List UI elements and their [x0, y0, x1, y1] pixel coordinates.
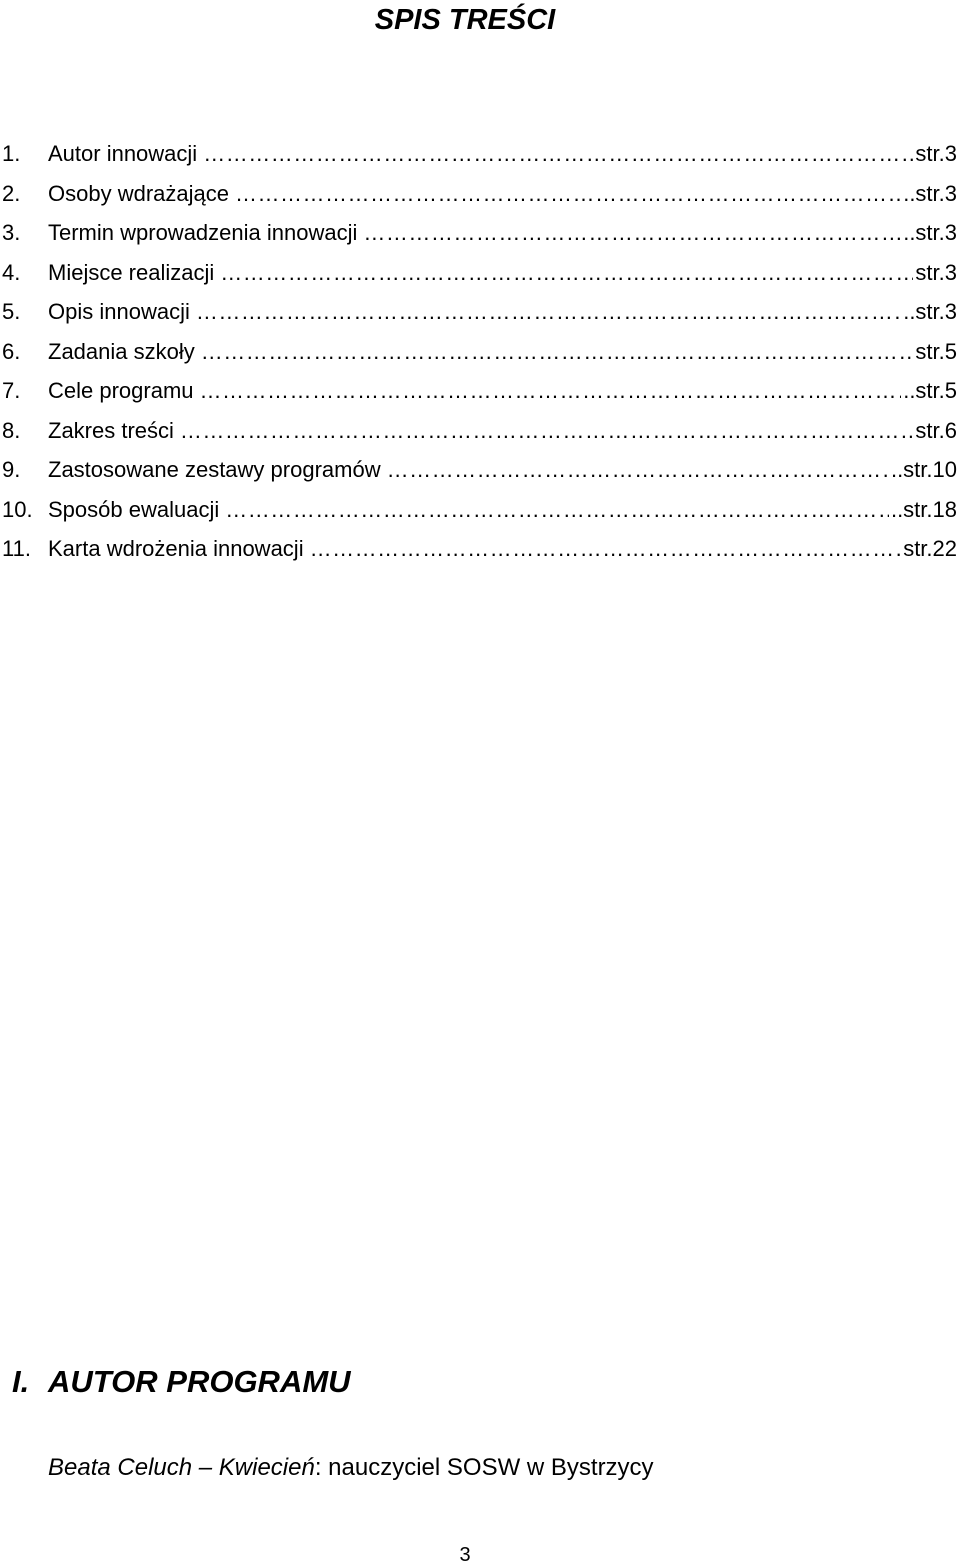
toc-entry: [2, 454, 957, 494]
toc-dot-leader: [196, 296, 901, 328]
toc-entry-number: 9.: [2, 457, 21, 482]
toc-entry-number: 2.: [2, 180, 21, 206]
toc-dot-leader: [310, 533, 902, 565]
author-name: Beata Celuch – Kwiecień: [48, 1454, 315, 1481]
toc-entry: [2, 257, 957, 297]
section-heading: [12, 1362, 351, 1402]
table-of-contents: [2, 138, 957, 573]
toc-entry-page: ..str.3: [903, 220, 957, 245]
toc-entry-label: Sposób ewaluacji: [48, 496, 220, 522]
toc-entry-number: 8.: [2, 417, 21, 443]
toc-entry-number: 7.: [2, 378, 21, 403]
author-description: : nauczyciel SOSW w Bystrzycy: [314, 1454, 654, 1481]
toc-dot-leader: [180, 415, 914, 447]
toc-entry: [2, 296, 957, 336]
toc-entry-number: 3.: [2, 220, 21, 245]
toc-entry-page: ..str.10: [890, 457, 957, 482]
toc-entry-number: 11.: [2, 536, 31, 561]
toc-entry-number: 4.: [2, 259, 21, 285]
toc-entry: [2, 415, 957, 455]
toc-entry-number: 10.: [2, 496, 33, 522]
toc-entry-page: str.3: [915, 141, 957, 166]
toc-entry: [2, 533, 957, 573]
toc-entry-page: str.5: [915, 338, 957, 364]
toc-entry-label: Cele programu: [48, 378, 194, 403]
toc-dot-leader: [225, 494, 889, 526]
toc-dot-leader: [200, 375, 902, 407]
toc-entry-label: Zastosowane zestawy programów: [48, 457, 381, 482]
toc-entry-page: str.22: [903, 536, 957, 561]
toc-entry-number: 1.: [2, 141, 21, 166]
toc-entry: [2, 375, 957, 415]
toc-entry-label: Miejsce realizacji: [48, 259, 215, 285]
toc-entry-page: ..str.3: [903, 180, 957, 206]
toc-entry-label: Autor innowacji: [48, 141, 198, 166]
toc-dot-leader: [363, 217, 901, 249]
page-number: 3: [459, 1544, 471, 1566]
toc-entry-page: str.3: [915, 259, 957, 285]
toc-entry: [2, 336, 957, 376]
section-number: I.: [12, 1364, 30, 1399]
toc-entry-label: Termin wprowadzenia innowacji: [48, 220, 358, 245]
toc-entry-label: Zadania szkoły: [48, 338, 195, 364]
toc-entry-page: str.6: [915, 417, 957, 443]
toc-entry-page: ..str.3: [903, 299, 957, 324]
toc-dot-leader: [203, 138, 913, 170]
toc-entry: [2, 178, 957, 218]
toc-entry: [2, 494, 957, 534]
toc-entry-label: Osoby wdrażające: [48, 180, 229, 206]
toc-entry-number: 6.: [2, 338, 21, 364]
toc-entry-number: 5.: [2, 299, 21, 324]
toc-entry-page: ..str.18: [890, 496, 957, 522]
author-line: [48, 1452, 654, 1484]
toc-entry: [2, 138, 957, 178]
toc-entry-page: ..str.5: [903, 378, 957, 403]
toc-dot-leader: [220, 257, 913, 289]
toc-dot-leader: [387, 454, 889, 486]
toc-entry-label: Zakres treści: [48, 417, 174, 443]
document-title: SPIS TREŚCI: [374, 4, 556, 36]
toc-entry-label: Opis innowacji: [48, 299, 190, 324]
toc-entry: [2, 217, 957, 257]
toc-dot-leader: [201, 336, 914, 368]
toc-dot-leader: [235, 178, 901, 210]
section-title: AUTOR PROGRAMU: [48, 1364, 351, 1399]
toc-entry-label: Karta wdrożenia innowacji: [48, 536, 304, 561]
